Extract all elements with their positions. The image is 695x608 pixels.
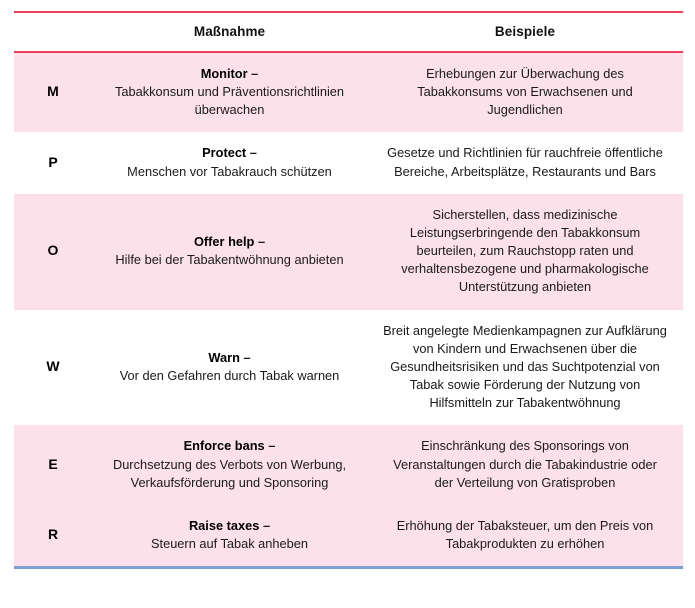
- measure-description: Tabakkonsum und Präventionsrichtlinien überwachen: [114, 84, 345, 118]
- table-header-row: [14, 12, 683, 52]
- row-measure: [92, 132, 367, 193]
- row-examples: Einschränkung des Sponsorings von Veranstaltungen durch die Tabakindustrie oder der Verteilung von Gratisproben: [367, 425, 683, 504]
- measure-title: Warn: [208, 349, 240, 365]
- row-measure: [92, 425, 367, 504]
- measure-dash: –: [243, 349, 251, 365]
- row-measure: [92, 52, 367, 132]
- measure-description: Vor den Gefahren durch Tabak warnen: [119, 367, 340, 383]
- measure-description: Menschen vor Tabakrauch schützen: [127, 163, 332, 179]
- column-header-letter: [14, 12, 92, 52]
- table-row: [14, 132, 683, 193]
- table-row: [14, 52, 683, 132]
- row-examples: Gesetze und Richtlinien für rauchfreie öffentliche Bereiche, Arbeitsplätze, Restaurants und Bars: [367, 132, 683, 193]
- row-letter: O: [14, 194, 92, 310]
- table-header: [14, 12, 683, 52]
- row-examples: Erhebungen zur Überwachung des Tabakkonsums von Erwachsenen und Jugendlichen: [367, 52, 683, 132]
- measure-title: Monitor: [200, 66, 248, 81]
- measure-dash: –: [249, 145, 257, 161]
- table-row: [14, 425, 683, 504]
- row-examples: Erhöhung der Tabaksteuer, um den Preis von Tabakprodukten zu erhöhen: [367, 505, 683, 568]
- table-row: [14, 505, 683, 568]
- row-measure: [92, 310, 367, 426]
- row-letter: M: [14, 52, 92, 132]
- measure-title: Offer help: [193, 234, 255, 250]
- row-examples: Breit angelegte Medienkampagnen zur Aufklärung von Kindern und Erwachsenen über die Gesundheitsrisiken und das Suchtpotenzial von Tabak sowie Förderung der Nutzung von Hilfsmitteln zur Tabakentwöhnung: [367, 310, 683, 426]
- measure-description: Hilfe bei der Tabakentwöhnung anbieten: [115, 252, 344, 268]
- measure-title: Raise taxes: [188, 517, 260, 533]
- column-header-examples: Beispiele: [367, 12, 683, 52]
- column-header-measure: Maßnahme: [92, 12, 367, 52]
- measure-title: Enforce bans: [183, 438, 265, 454]
- row-letter: R: [14, 505, 92, 568]
- row-letter: P: [14, 132, 92, 193]
- mpower-measures-table: [14, 11, 683, 569]
- table-row: [14, 310, 683, 426]
- measure-description: Durchsetzung des Verbots von Werbung, Verkaufsförderung und Sponsoring: [112, 456, 347, 490]
- row-letter: W: [14, 310, 92, 426]
- row-examples: Sicherstellen, dass medizinische Leistungserbringende den Tabakkonsum beurteilen, zum Rauchstopp raten und verhaltensbezogene und pharmakologische Unterstützung anbieten: [367, 194, 683, 310]
- table-body: [14, 52, 683, 568]
- table-row: [14, 194, 683, 310]
- row-measure: [92, 194, 367, 310]
- measure-title: Protect: [202, 145, 247, 161]
- measure-dash: –: [251, 66, 259, 81]
- measure-dash: –: [262, 517, 271, 533]
- row-letter: E: [14, 425, 92, 504]
- measure-dash: –: [257, 234, 266, 250]
- measure-dash: –: [268, 438, 276, 454]
- row-measure: [92, 505, 367, 568]
- measure-description: Steuern auf Tabak anheben: [150, 535, 308, 551]
